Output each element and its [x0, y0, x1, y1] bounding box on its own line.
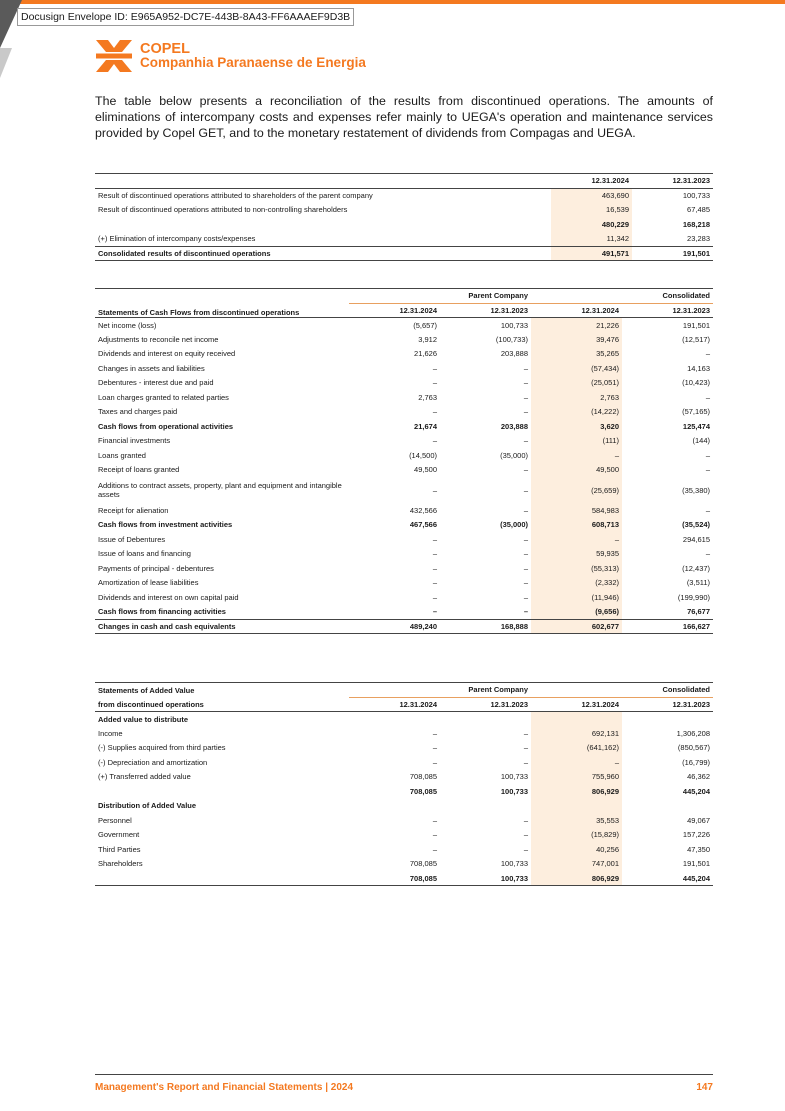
row-label — [95, 784, 349, 799]
cell-value: 166,627 — [622, 619, 713, 634]
cell-value: 584,983 — [531, 503, 622, 518]
row-label: Added value to distribute — [98, 714, 189, 724]
cell-value: 100,733 — [500, 786, 529, 796]
top-accent-bar — [0, 0, 785, 4]
column-header: 12.31.2024 — [551, 174, 632, 189]
cell-value: – — [523, 378, 529, 388]
cell-value: 467,566 — [409, 520, 437, 530]
cell-value: 708,085 — [409, 859, 437, 869]
cell-value: 608,713 — [531, 518, 622, 533]
cell-value: – — [432, 815, 437, 825]
table-row — [95, 799, 713, 814]
cell-value: (25,051) — [531, 376, 622, 391]
cell-value: – — [432, 436, 437, 446]
corner-decoration-light — [0, 48, 12, 78]
cell-value: 100,733 — [682, 191, 710, 200]
copel-logo-icon — [96, 38, 132, 74]
row-label: Personnel — [98, 815, 132, 825]
row-label: Additions to contract assets, property, plant and equipment and intangible assets — [98, 481, 342, 499]
row-label: Result of discontinued operations attributed to non-controlling shareholders — [98, 205, 348, 215]
cash-flows-table — [95, 288, 713, 634]
cell-value: 16,539 — [551, 203, 632, 218]
cell-value — [440, 712, 531, 727]
column-header: 12.31.2024 — [531, 303, 622, 318]
cell-value: – — [523, 363, 529, 373]
cell-value: (57,434) — [531, 361, 622, 376]
cell-value: 168,888 — [440, 619, 531, 634]
table-row — [95, 619, 713, 634]
cell-value: 747,001 — [531, 857, 622, 872]
cell-value: – — [705, 549, 711, 559]
cell-value — [349, 799, 440, 814]
row-label: Third Parties — [98, 844, 141, 854]
consolidated-header: Consolidated — [531, 289, 713, 304]
cell-value: – — [531, 532, 622, 547]
row-label: Loans granted — [98, 450, 146, 460]
row-label: Issue of loans and financing — [98, 549, 191, 559]
table-row — [95, 871, 713, 886]
cell-value: – — [432, 407, 437, 417]
added-value-subtitle: from discontinued operations — [95, 697, 349, 712]
row-label: Shareholders — [98, 859, 143, 869]
row-label — [95, 871, 349, 886]
table-row — [95, 434, 713, 449]
cell-value: – — [523, 505, 529, 515]
table-row — [95, 203, 713, 218]
cell-value: (641,162) — [531, 741, 622, 756]
cell-value: 294,615 — [682, 534, 711, 544]
page-number: 147 — [696, 1082, 713, 1093]
cell-value: (35,524) — [682, 520, 711, 530]
row-label: (+) Elimination of intercompany costs/expenses — [98, 234, 256, 243]
row-label: Net income (loss) — [98, 320, 157, 330]
column-header: 12.31.2023 — [440, 303, 531, 318]
cell-value: – — [432, 830, 437, 840]
cell-value: 67,485 — [687, 205, 710, 215]
table-row — [95, 576, 713, 591]
logo-subtitle: Companhia Paranaense de Energia — [140, 55, 366, 70]
column-header: 12.31.2024 — [349, 697, 440, 712]
cell-value: 3,912 — [418, 334, 437, 344]
cell-value: 100,733 — [500, 772, 529, 782]
cell-value: (199,990) — [677, 592, 711, 602]
table-row — [95, 188, 713, 203]
cell-value: 46,362 — [687, 772, 711, 782]
cell-value: (5,657) — [413, 320, 437, 330]
table-row — [95, 419, 713, 434]
cell-value: – — [432, 485, 437, 495]
cell-value: 35,553 — [531, 813, 622, 828]
table-row — [95, 590, 713, 605]
cell-value: (2,332) — [531, 576, 622, 591]
cell-value: – — [432, 363, 437, 373]
cell-value: 100,733 — [440, 871, 531, 886]
cell-value: – — [523, 728, 529, 738]
cell-value — [622, 799, 713, 814]
cash-flows-title: Statements of Cash Flows from discontinued operations — [95, 289, 349, 318]
cell-value — [349, 712, 440, 727]
cell-value: – — [531, 448, 622, 463]
cell-value: 491,571 — [551, 246, 632, 261]
intro-paragraph: The table below presents a reconciliation of the results from discontinued operations. The amounts of eliminations of intercompany costs and expenses refer mainly to UEGA's operation and maintenance services provided by Copel GET, and to the monetary restatement of dividends from Compagas and UEGA. — [95, 94, 713, 140]
cell-value — [531, 799, 622, 814]
column-header: 12.31.2024 — [349, 303, 440, 318]
table-row — [95, 813, 713, 828]
cell-value: (111) — [531, 434, 622, 449]
cell-value: 14,163 — [687, 363, 711, 373]
row-label: (+) Transferred added value — [98, 772, 191, 782]
row-label — [95, 217, 551, 232]
cell-value: – — [523, 465, 529, 475]
consolidated-header: Consolidated — [531, 683, 713, 698]
table-row — [95, 532, 713, 547]
cell-value: – — [432, 743, 437, 753]
table-row — [95, 405, 713, 420]
cell-value: (16,799) — [682, 757, 711, 767]
table-row — [95, 246, 713, 261]
logo-title: COPEL — [140, 41, 190, 57]
row-label: Amortization of lease liabilities — [98, 578, 199, 588]
cell-value: 708,085 — [409, 772, 437, 782]
cell-value: (100,733) — [495, 334, 529, 344]
cell-value: – — [432, 563, 437, 573]
row-label: Adjustments to reconcile net income — [98, 334, 219, 344]
cell-value: 3,620 — [531, 419, 622, 434]
row-label: Receipt for alienation — [98, 505, 169, 515]
cell-value: 191,501 — [682, 859, 711, 869]
cell-value: – — [523, 743, 529, 753]
cell-value: 49,500 — [414, 465, 437, 475]
cell-value: (12,517) — [682, 334, 711, 344]
cell-value: – — [705, 465, 711, 475]
cell-value — [440, 799, 531, 814]
row-label: Distribution of Added Value — [98, 801, 197, 811]
cell-value: – — [523, 392, 529, 402]
cell-value: 463,690 — [551, 188, 632, 203]
cell-value: (11,946) — [531, 590, 622, 605]
table-row — [95, 318, 713, 333]
cell-value: – — [523, 607, 529, 616]
added-value-table — [95, 682, 713, 886]
cell-value — [622, 712, 713, 727]
cell-value: 2,763 — [531, 390, 622, 405]
cell-value: – — [523, 436, 529, 446]
cell-value: 708,085 — [349, 871, 440, 886]
footer-divider — [95, 1074, 713, 1075]
cell-value: (144) — [692, 436, 711, 446]
cell-value: 1,306,208 — [676, 728, 711, 738]
cell-value: 806,929 — [531, 871, 622, 886]
row-label: Loan charges granted to related parties — [98, 392, 229, 402]
table-row — [95, 332, 713, 347]
cell-value: 2,763 — [418, 392, 437, 402]
cell-value: 47,350 — [687, 844, 711, 854]
table-row — [95, 755, 713, 770]
cell-value: (25,659) — [531, 477, 622, 503]
column-header: 12.31.2023 — [622, 697, 713, 712]
cell-value: – — [523, 830, 529, 840]
row-label: Financial investments — [98, 436, 171, 446]
cell-value: – — [523, 757, 529, 767]
cell-value: 191,501 — [682, 320, 711, 330]
cell-value: 39,476 — [531, 332, 622, 347]
cell-value: 692,131 — [531, 726, 622, 741]
cell-value: (14,222) — [531, 405, 622, 420]
row-label: Taxes and charges paid — [98, 407, 178, 417]
cell-value: (57,165) — [682, 407, 711, 417]
cell-value: – — [705, 450, 711, 460]
cell-value: 40,256 — [531, 842, 622, 857]
footer-title: Management's Report and Financial Statements | 2024 — [95, 1082, 354, 1093]
cell-value: – — [705, 349, 711, 359]
cell-value: (35,000) — [500, 450, 529, 460]
cell-value: (35,380) — [682, 485, 711, 495]
column-header: 12.31.2023 — [622, 303, 713, 318]
cell-value: – — [432, 844, 437, 854]
row-label: Result of discontinued operations attributed to shareholders of the parent company — [98, 191, 373, 200]
cell-value: – — [432, 534, 437, 544]
cell-value: – — [432, 549, 437, 559]
cell-value: – — [523, 578, 529, 588]
table-row — [95, 828, 713, 843]
column-header: 12.31.2023 — [632, 174, 713, 189]
cell-value: 489,240 — [349, 619, 440, 634]
cell-value: – — [705, 392, 711, 402]
cell-value: 23,283 — [687, 234, 710, 243]
cell-value: 157,226 — [682, 830, 711, 840]
cell-value: (15,829) — [531, 828, 622, 843]
row-label: Income — [98, 728, 123, 738]
table-row — [95, 463, 713, 478]
cell-value: 602,677 — [531, 619, 622, 634]
cell-value: (3,511) — [686, 578, 711, 588]
column-header: 12.31.2024 — [531, 697, 622, 712]
table-row — [95, 547, 713, 562]
cell-value: – — [523, 485, 529, 495]
row-label: Debentures - interest due and paid — [98, 378, 214, 388]
cell-value: – — [523, 563, 529, 573]
row-label: Cash flows from financing activities — [98, 607, 226, 616]
row-label: Issue of Debentures — [98, 534, 166, 544]
cell-value: 11,342 — [551, 232, 632, 247]
cell-value: 168,218 — [682, 219, 710, 229]
row-label: Changes in assets and liabilities — [98, 363, 205, 373]
cell-value: 203,888 — [500, 421, 529, 431]
table-row — [95, 390, 713, 405]
cell-value: 21,226 — [531, 318, 622, 333]
table-row — [95, 741, 713, 756]
cell-value — [531, 712, 622, 727]
row-label: Payments of principal - debentures — [98, 563, 214, 573]
cell-value: (9,656) — [531, 605, 622, 620]
cell-value: (14,500) — [409, 450, 437, 460]
table-row — [95, 712, 713, 727]
cell-value: – — [523, 407, 529, 417]
cell-value: 806,929 — [531, 784, 622, 799]
cell-value: 35,265 — [531, 347, 622, 362]
cell-value: – — [432, 728, 437, 738]
cell-value: 480,229 — [551, 217, 632, 232]
cell-value: 445,204 — [682, 786, 711, 796]
row-label: Receipt of loans granted — [98, 465, 180, 475]
cell-value: 21,674 — [414, 421, 437, 431]
table-row — [95, 561, 713, 576]
row-label: Dividends and interest on equity received — [98, 349, 236, 359]
cell-value: 203,888 — [500, 349, 529, 359]
cell-value: – — [432, 607, 437, 616]
cell-value: – — [523, 815, 529, 825]
cell-value: 100,733 — [500, 859, 529, 869]
table-row — [95, 232, 713, 247]
cell-value: – — [523, 549, 529, 559]
table-row — [95, 347, 713, 362]
cell-value: 76,677 — [687, 607, 711, 616]
cell-value: (35,000) — [500, 520, 529, 530]
discontinued-results-table — [95, 173, 713, 261]
cell-value: (12,437) — [682, 563, 711, 573]
column-header: 12.31.2023 — [440, 697, 531, 712]
parent-company-header: Parent Company — [349, 683, 531, 698]
row-label: Cash flows from operational activities — [98, 421, 234, 431]
cell-value: (55,313) — [531, 561, 622, 576]
cell-value: 708,085 — [409, 786, 437, 796]
row-label: Cash flows from investment activities — [98, 520, 233, 530]
cell-value: – — [432, 757, 437, 767]
cell-value: 21,626 — [414, 349, 437, 359]
cell-value: (850,567) — [677, 743, 711, 753]
row-label: Dividends and interest on own capital paid — [98, 592, 239, 602]
row-label: Consolidated results of discontinued operations — [95, 246, 551, 261]
header-row — [95, 174, 713, 189]
table-row — [95, 726, 713, 741]
table-row — [95, 503, 713, 518]
table-row — [95, 842, 713, 857]
cell-value: (10,423) — [682, 378, 711, 388]
cell-value: 125,474 — [682, 421, 711, 431]
table-row — [95, 217, 713, 232]
table-row — [95, 770, 713, 785]
cell-value: – — [523, 592, 529, 602]
cell-value: 191,501 — [632, 246, 713, 261]
row-label: Government — [98, 830, 140, 840]
cell-value: – — [432, 592, 437, 602]
cell-value: 432,566 — [409, 505, 437, 515]
table-row — [95, 518, 713, 533]
cell-value: – — [531, 755, 622, 770]
cell-value: 49,067 — [687, 815, 711, 825]
table-row — [95, 376, 713, 391]
cell-value: 100,733 — [500, 320, 529, 330]
cell-value: – — [523, 844, 529, 854]
table-row — [95, 784, 713, 799]
footer — [95, 1082, 713, 1093]
table-row — [95, 361, 713, 376]
cell-value: 59,935 — [531, 547, 622, 562]
cell-value: – — [523, 534, 529, 544]
copel-logo — [96, 38, 366, 74]
parent-company-header: Parent Company — [349, 289, 531, 304]
cell-value: 755,960 — [531, 770, 622, 785]
cell-value: – — [432, 578, 437, 588]
empty-header — [95, 174, 551, 189]
row-label: (-) Supplies acquired from third parties — [98, 743, 226, 753]
row-label: (-) Depreciation and amortization — [98, 757, 208, 767]
envelope-id: Docusign Envelope ID: E965A952-DC7E-443B-8A43-FF6AAAEF9D3B — [17, 8, 354, 26]
row-label: Changes in cash and cash equivalents — [95, 619, 349, 634]
cell-value: – — [705, 505, 711, 515]
cell-value: 49,500 — [531, 463, 622, 478]
added-value-title: Statements of Added Value — [95, 683, 349, 698]
cell-value: – — [432, 378, 437, 388]
table-row — [95, 605, 713, 620]
table-row — [95, 477, 713, 503]
table-row — [95, 857, 713, 872]
cell-value: 445,204 — [622, 871, 713, 886]
table-row — [95, 448, 713, 463]
